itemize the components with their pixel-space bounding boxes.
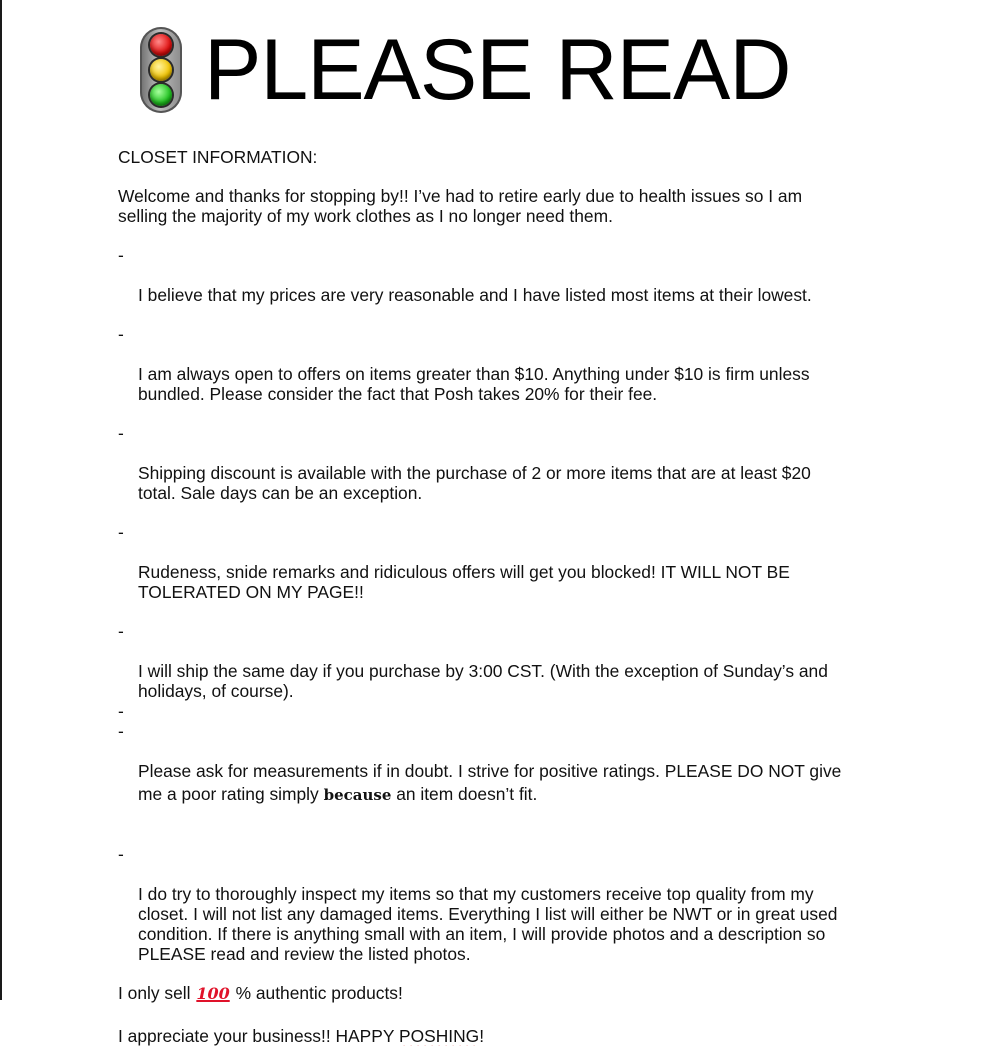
page-title: PLEASE READ bbox=[204, 22, 791, 118]
bullet-dash: - bbox=[118, 423, 124, 443]
list-item-text: I believe that my prices are very reasonable and I have listed most items at their lowest. bbox=[138, 285, 812, 305]
list-item-shipping-discount bbox=[118, 423, 888, 503]
list-item-text-line2 bbox=[138, 784, 888, 805]
list-item-measurements bbox=[118, 721, 888, 825]
list-item-prices bbox=[118, 245, 888, 305]
list-item-rudeness bbox=[118, 522, 888, 602]
list-item-inspection bbox=[118, 844, 888, 964]
emphasized-word: because bbox=[323, 786, 392, 804]
page-left-border bbox=[0, 0, 2, 1000]
closing-statement bbox=[118, 1026, 888, 1046]
section-heading: CLOSET INFORMATION: bbox=[118, 147, 318, 167]
yellow-light-icon bbox=[150, 59, 172, 81]
traffic-light-icon bbox=[140, 27, 182, 113]
list-item-offers bbox=[118, 324, 888, 404]
bullet-dash: - bbox=[118, 701, 124, 721]
bullet-dash: - bbox=[118, 324, 124, 344]
bullet-dash: - bbox=[118, 844, 124, 864]
green-light-icon bbox=[150, 84, 172, 106]
text-segment: I appreciate your business!! HAPPY bbox=[118, 1026, 399, 1046]
text-segment: % authentic products! bbox=[230, 983, 403, 1003]
list-item-empty bbox=[118, 701, 888, 721]
list-item-text: I do try to thoroughly inspect my items so that my customers receive top quality from my closet. I will not list any damaged items. Everything I list will either be NWT or in great used condition. If there is anything small with an item, I will provide photos and a description so PLEASE read and review the listed photos. bbox=[138, 884, 838, 964]
bullet-dash: - bbox=[118, 522, 124, 542]
red-light-icon bbox=[150, 34, 172, 56]
list-item-same-day-shipping bbox=[118, 621, 888, 701]
bullet-dash: - bbox=[118, 621, 124, 641]
policy-list bbox=[118, 245, 888, 964]
bullet-dash: - bbox=[118, 245, 124, 265]
intro-paragraph: Welcome and thanks for stopping by!! I’ve had to retire early due to health issues so I am selling the majority of my work clothes as I no longer need them. bbox=[118, 186, 803, 226]
bullet-dash: - bbox=[118, 721, 124, 741]
authentic-statement bbox=[118, 983, 888, 1004]
text-segment: me a poor rating simply bbox=[138, 784, 324, 804]
text-segment: I only sell bbox=[118, 983, 196, 1003]
list-item-text: I will ship the same day if you purchase by 3:00 CST. (With the exception of Sunday’s and holidays, of course). bbox=[138, 661, 828, 701]
list-item-text: I am always open to offers on items greater than $10. Anything under $10 is firm unless bundled. Please consider the fact that Posh takes 20% for their fee. bbox=[138, 364, 810, 404]
text-segment: ! bbox=[479, 1026, 485, 1046]
hundred-points-icon: 100 bbox=[196, 984, 230, 1003]
list-item-text: Shipping discount is available with the purchase of 2 or more items that are at least $20 total. Sale days can be an exception. bbox=[138, 463, 811, 503]
document-body bbox=[118, 147, 888, 1046]
spellcheck-flagged-word: POSHING bbox=[398, 1026, 480, 1046]
list-item-text: Rudeness, snide remarks and ridiculous offers will get you blocked! IT WILL NOT BE TOLERATED ON MY PAGE!! bbox=[138, 562, 790, 602]
page-header bbox=[140, 24, 790, 116]
text-segment: an item doesn’t fit. bbox=[391, 784, 538, 804]
list-item-text: Please ask for measurements if in doubt. I strive for positive ratings. PLEASE DO NOT give bbox=[138, 761, 842, 781]
